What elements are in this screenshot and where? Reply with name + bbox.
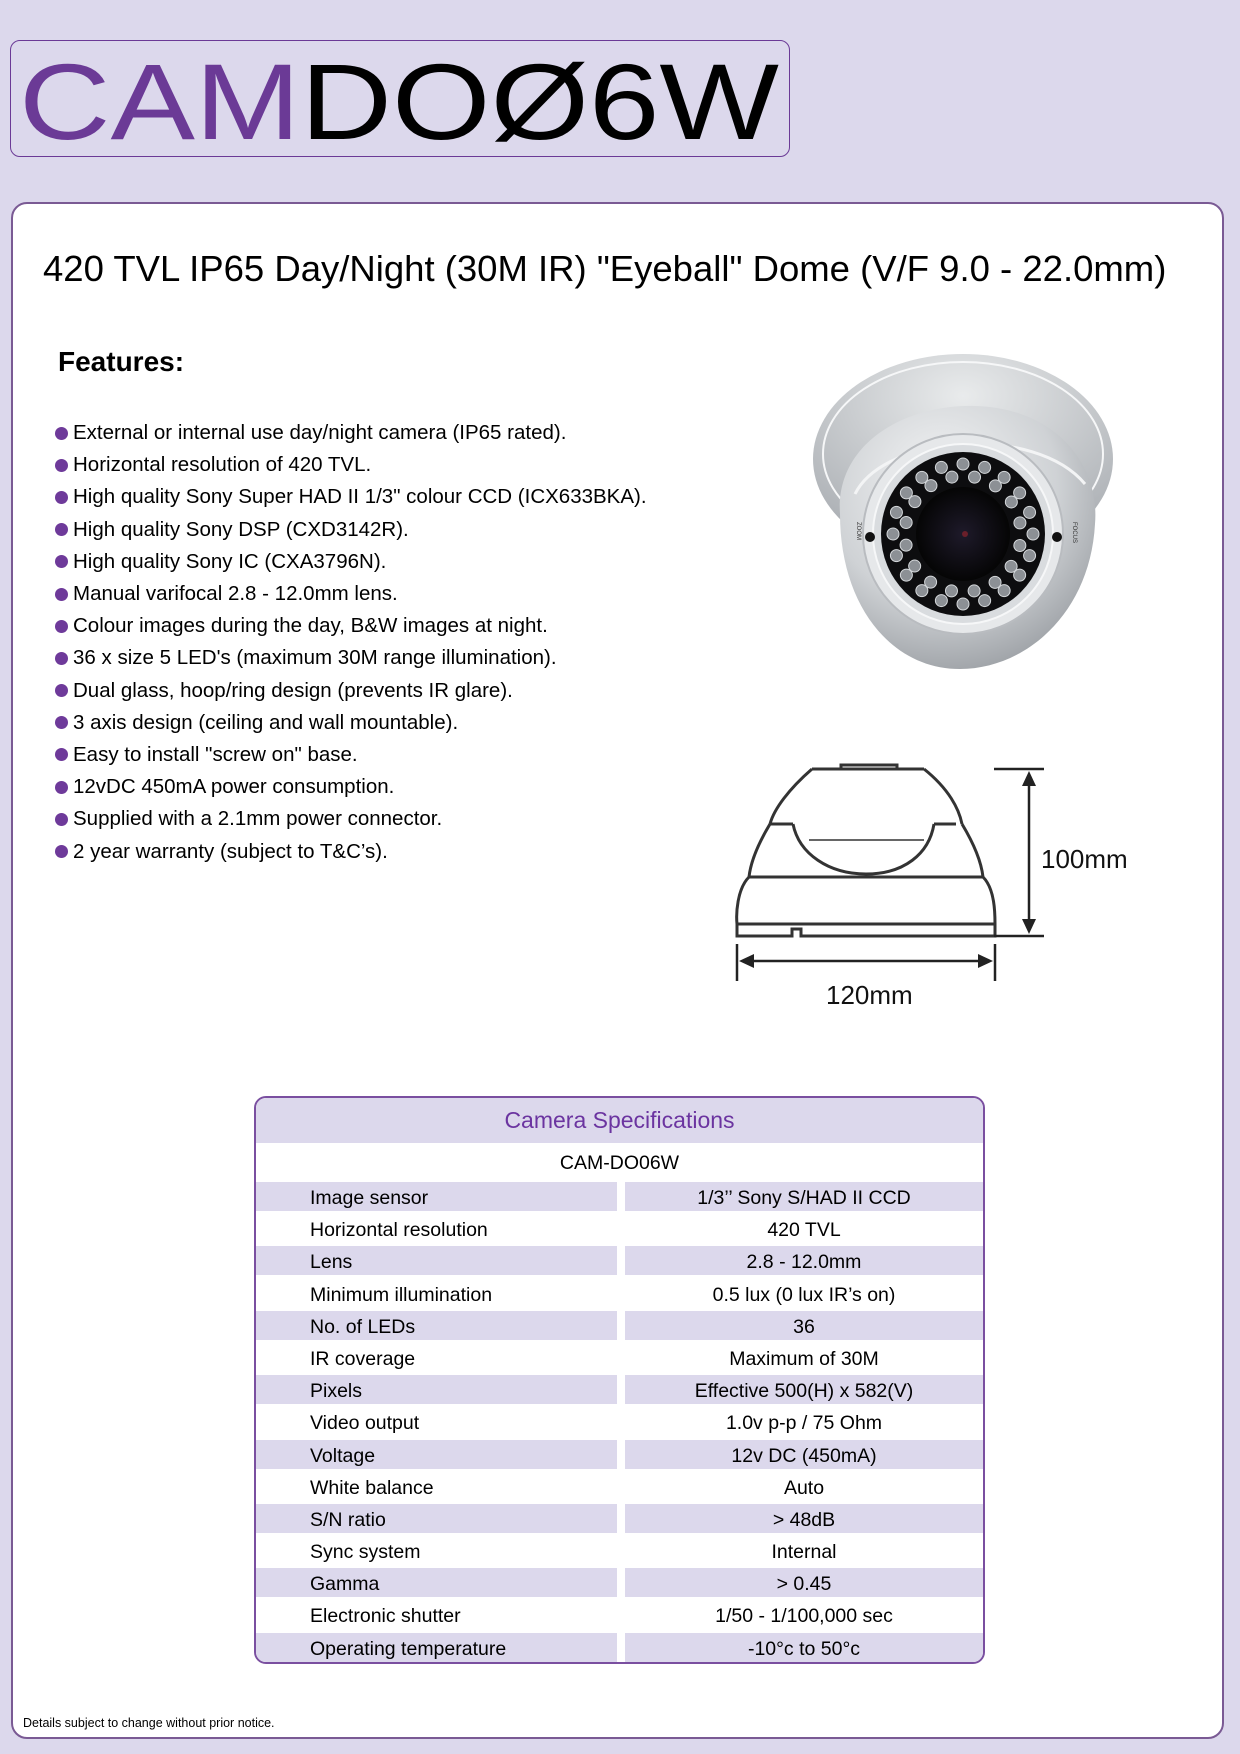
feature-item <box>55 610 647 642</box>
ir-led <box>887 528 899 540</box>
spec-row <box>256 1245 983 1277</box>
spec-label: Operating temperature <box>256 1633 617 1662</box>
feature-text: External or internal use day/night camera (IP65 rated). <box>73 421 567 445</box>
spec-row <box>256 1632 983 1664</box>
dome-outline <box>737 765 995 936</box>
specs-model: CAM-DO06W <box>559 1152 680 1174</box>
spec-value: 0.5 lux (0 lux IR’s on) <box>712 1283 896 1306</box>
ir-led <box>946 471 958 483</box>
feature-item <box>55 707 647 739</box>
feature-item <box>55 417 647 449</box>
bullet-icon <box>55 523 68 536</box>
height-dimension <box>994 769 1044 936</box>
bullet-icon <box>55 555 68 568</box>
ir-led <box>909 496 921 508</box>
width-dimension <box>737 944 995 981</box>
spec-label: Video output <box>310 1412 420 1435</box>
spec-rows <box>256 1181 983 1664</box>
spec-label: Gamma <box>256 1568 617 1597</box>
bullet-icon <box>55 459 68 472</box>
spec-label: S/N ratio <box>256 1504 617 1533</box>
ir-led <box>909 560 921 572</box>
feature-text: Dual glass, hoop/ring design (prevents IR glare). <box>73 678 513 702</box>
logo-prefix: CAM <box>19 41 259 158</box>
ir-led <box>969 471 981 483</box>
spec-value: Auto <box>783 1476 825 1499</box>
ir-led <box>925 576 937 588</box>
spec-row <box>256 1471 983 1503</box>
ir-led <box>890 550 902 562</box>
spec-label: IR coverage <box>310 1347 416 1370</box>
feature-item <box>55 578 647 610</box>
feature-text: High quality Sony DSP (CXD3142R). <box>73 517 409 541</box>
spec-row <box>256 1599 983 1631</box>
bullet-icon <box>55 716 68 729</box>
ir-led <box>979 461 991 473</box>
ir-led <box>900 539 912 551</box>
feature-text: High quality Sony IC (CXA3796N). <box>73 549 387 573</box>
spec-row <box>256 1310 983 1342</box>
ir-led <box>890 506 902 518</box>
bullet-icon <box>55 684 68 697</box>
spec-row <box>256 1503 983 1535</box>
ir-led <box>1024 550 1036 562</box>
bullet-icon <box>55 588 68 601</box>
dimension-diagram <box>719 749 1139 1014</box>
ir-led <box>1014 517 1026 529</box>
spec-value: 420 TVL <box>767 1219 841 1242</box>
spec-row <box>256 1439 983 1471</box>
bullet-icon <box>55 620 68 633</box>
spec-value: 36 <box>625 1311 983 1340</box>
ir-led <box>1014 540 1026 552</box>
feature-text: Horizontal resolution of 420 TVL. <box>73 453 372 477</box>
spec-row <box>256 1535 983 1567</box>
ir-led <box>935 461 947 473</box>
ir-led <box>1005 496 1017 508</box>
spec-value: Effective 500(H) x 582(V) <box>625 1375 983 1404</box>
feature-text: 2 year warranty (subject to T&C’s). <box>73 839 388 863</box>
feature-text: Manual varifocal 2.8 - 12.0mm lens. <box>73 582 398 606</box>
spec-label: White balance <box>310 1476 434 1499</box>
feature-item <box>55 449 647 481</box>
feature-item <box>55 514 647 546</box>
ir-led <box>968 585 980 597</box>
feature-item <box>55 835 647 867</box>
height-label: 100mm <box>1041 844 1128 874</box>
spec-value: Maximum of 30M <box>729 1347 879 1370</box>
spec-value: -10°c to 50°c <box>625 1633 983 1662</box>
bullet-icon <box>55 427 68 440</box>
bullet-icon <box>55 748 68 761</box>
bullet-icon <box>55 845 68 858</box>
spec-label: Electronic shutter <box>310 1605 461 1628</box>
logo-suffix: DOØ6W <box>300 41 709 158</box>
product-title: 420 TVL IP65 Day/Night (30M IR) "Eyeball" Dome (V/F 9.0 - 22.0mm) <box>43 248 1167 289</box>
spec-value: > 48dB <box>625 1504 983 1533</box>
spec-row <box>256 1213 983 1245</box>
spec-label: Minimum illumination <box>310 1283 493 1306</box>
bullet-icon <box>55 652 68 665</box>
spec-value: 1/3’’ Sony S/HAD II CCD <box>625 1182 983 1211</box>
product-card <box>11 202 1224 1739</box>
bullet-icon <box>55 813 68 826</box>
spec-label: Pixels <box>256 1375 617 1404</box>
spec-row <box>256 1342 983 1374</box>
spec-label: No. of LEDs <box>256 1311 617 1340</box>
spec-row <box>256 1406 983 1438</box>
spec-value: > 0.45 <box>625 1568 983 1597</box>
ir-led <box>979 595 991 607</box>
bullet-icon <box>55 781 68 794</box>
spec-value: 1.0v p-p / 75 Ohm <box>725 1412 883 1435</box>
spec-row <box>256 1374 983 1406</box>
spec-label: Sync system <box>310 1541 421 1564</box>
feature-item <box>55 675 647 707</box>
feature-text: 12vDC 450mA power consumption. <box>73 775 395 799</box>
feature-item <box>55 546 647 578</box>
ir-led <box>1027 528 1039 540</box>
spec-row <box>256 1278 983 1310</box>
ir-led <box>900 516 912 528</box>
specs-header: Camera Specifications <box>256 1098 983 1143</box>
feature-item <box>55 642 647 674</box>
feature-text: High quality Sony Super HAD II 1/3" colour CCD (ICX633BKA). <box>73 485 647 509</box>
svg-text:CAMDOØ6W <box>19 41 779 157</box>
spec-value: Internal <box>771 1541 837 1564</box>
spec-row <box>256 1567 983 1599</box>
focus-label: FOCUS <box>1071 522 1077 543</box>
ir-led <box>957 598 969 610</box>
feature-text: Colour images during the day, B&W images at night. <box>73 614 548 638</box>
spec-value: 1/50 - 1/100,000 sec <box>715 1605 893 1628</box>
width-label: 120mm <box>826 980 913 1010</box>
spec-label: Voltage <box>256 1440 617 1469</box>
camera-photo <box>795 334 1125 684</box>
feature-item <box>55 771 647 803</box>
logo-box <box>10 40 790 157</box>
spec-row <box>256 1181 983 1213</box>
ir-led <box>1005 560 1017 572</box>
features-list <box>55 417 647 868</box>
feature-text: Supplied with a 2.1mm power connector. <box>73 807 443 831</box>
feature-item <box>55 803 647 835</box>
feature-text: 3 axis design (ceiling and wall mountable). <box>73 710 459 734</box>
ir-led <box>935 595 947 607</box>
spec-label: Horizontal resolution <box>310 1219 488 1242</box>
feature-item <box>55 481 647 513</box>
spec-value: 12v DC (450mA) <box>625 1440 983 1469</box>
feature-item <box>55 739 647 771</box>
ir-led <box>957 458 969 470</box>
spec-label: Image sensor <box>256 1182 617 1211</box>
zoom-label: ZOOM <box>855 522 861 540</box>
ir-led <box>945 585 957 597</box>
brand-logo <box>11 41 790 157</box>
feature-text: Easy to install "screw on" base. <box>73 742 358 766</box>
spec-value: 2.8 - 12.0mm <box>625 1246 983 1275</box>
spec-label: Lens <box>256 1246 617 1275</box>
ir-led <box>1024 506 1036 518</box>
ir-led <box>989 576 1001 588</box>
bullet-icon <box>55 491 68 504</box>
feature-text: 36 x size 5 LED's (maximum 30M range illumination). <box>73 646 557 670</box>
features-heading: Features: <box>58 346 185 377</box>
specs-table <box>254 1096 985 1664</box>
ir-led <box>989 480 1001 492</box>
footer-note: Details subject to change without prior notice. <box>23 1716 275 1730</box>
ir-led <box>925 480 937 492</box>
